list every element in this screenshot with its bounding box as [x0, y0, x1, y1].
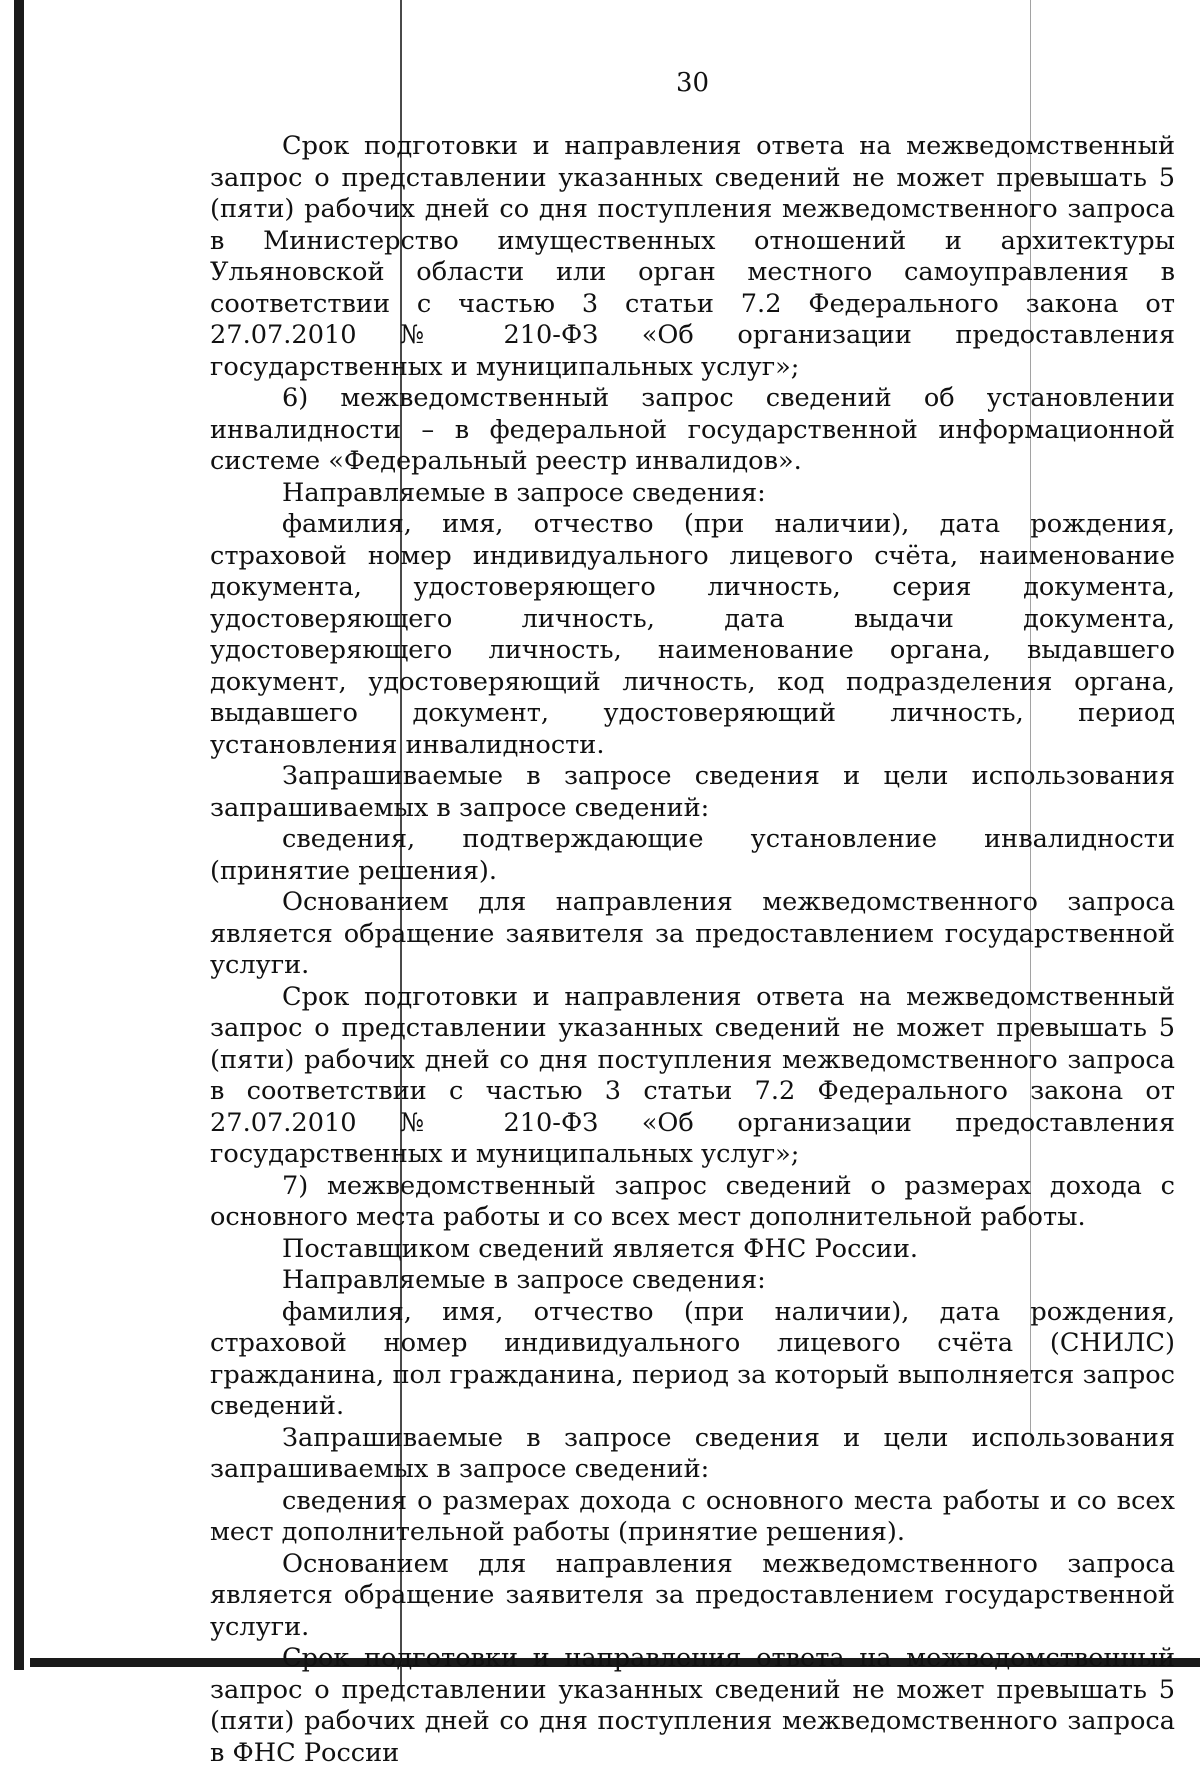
paragraph-response-deadline: Срок подготовки и направления ответа на межведомственный запрос о представлении указанных сведений не может превышать 5 (пяти) рабочих дней со дня поступления межведомственного запроса в соответствии с частью 3 статьи 7.2 Федерального закона от 27.07.2010 № 210-ФЗ «Об организации предоставления государственных и муниципальных услуг»; [210, 981, 1175, 1169]
paragraph-requested-data-heading-2: Запрашиваемые в запросе сведения и цели использования запрашиваемых в запросе сведений: [210, 1422, 1175, 1484]
paragraph-requested-data: сведения, подтверждающие установление инвалидности (принятие решения). [210, 824, 1175, 886]
document-body [210, 131, 1175, 1769]
paragraph-response-deadline-fns: Срок подготовки и направления ответа на межведомственный запрос о представлении указанных сведений не может превышать 5 (пяти) рабочих дней со дня поступления межведомственного запроса в ФНС России [210, 1643, 1175, 1768]
paragraph-requested-data-heading: Запрашиваемые в запросе сведения и цели использования запрашиваемых в запросе сведений: [210, 761, 1175, 823]
paragraph-request-basis-2: Основанием для направления межведомственного запроса является обращение заявителя за предоставлением государственной услуги. [210, 1548, 1175, 1642]
paragraph-sent-data-heading: Направляемые в запросе сведения: [282, 477, 766, 508]
paragraph-sent-data-heading-2: Направляемые в запросе сведения: [282, 1265, 766, 1295]
paragraph-data-provider: Поставщиком сведений является ФНС России. [282, 1233, 919, 1264]
paragraph-response-deadline-ministry: Срок подготовки и направления ответа на межведомственный запрос о представлении указанных сведений не может превышать 5 (пяти) рабочих дней со дня поступления межведомственного запроса в Министерство имущественных отношений и архитектуры Ульяновской области или орган местного самоуправления в соответствии с частью 3 статьи 7.2 Федерального закона от 27.07.2010 № 210-ФЗ «Об организации предоставления государственных и муниципальных услуг»; [210, 131, 1175, 382]
paragraph-sent-data-list-2: фамилия, имя, отчество (при наличии), дата рождения, страховой номер индивидуального лицевого счёта (СНИЛС) гражданина, пол гражданина, период за который выполняется запрос сведений. [210, 1296, 1175, 1421]
paragraph-sent-data-list: фамилия, имя, отчество (при наличии), дата рождения, страховой номер индивидуального лицевого счёта, наименование документа, удостоверяющего личность, серия документа, удостоверяющего личность, дата выдачи документа, удостоверяющего личность, наименование органа, выдавшего документ, удостоверяющий личность, код подразделения органа, выдавшего документ, удостоверяющий личность, период установления инвалидности. [210, 509, 1175, 760]
paragraph-item-6-disability-request: 6) межведомственный запрос сведений об установлении инвалидности – в федеральной государственной информационной системе «Федеральный реестр инвалидов». [210, 383, 1175, 476]
page-number: 30 [675, 68, 710, 98]
scan-border-left [14, 0, 24, 1670]
paragraph-item-7-income-request: 7) межведомственный запрос сведений о размерах дохода с основного места работы и со всех мест дополнительной работы. [210, 1170, 1175, 1232]
paragraph-request-basis: Основанием для направления межведомственного запроса является обращение заявителя за предоставлением государственной услуги. [210, 887, 1175, 980]
paragraph-requested-data-2: сведения о размерах дохода с основного места работы и со всех мест дополнительной работы (принятие решения). [210, 1485, 1175, 1547]
